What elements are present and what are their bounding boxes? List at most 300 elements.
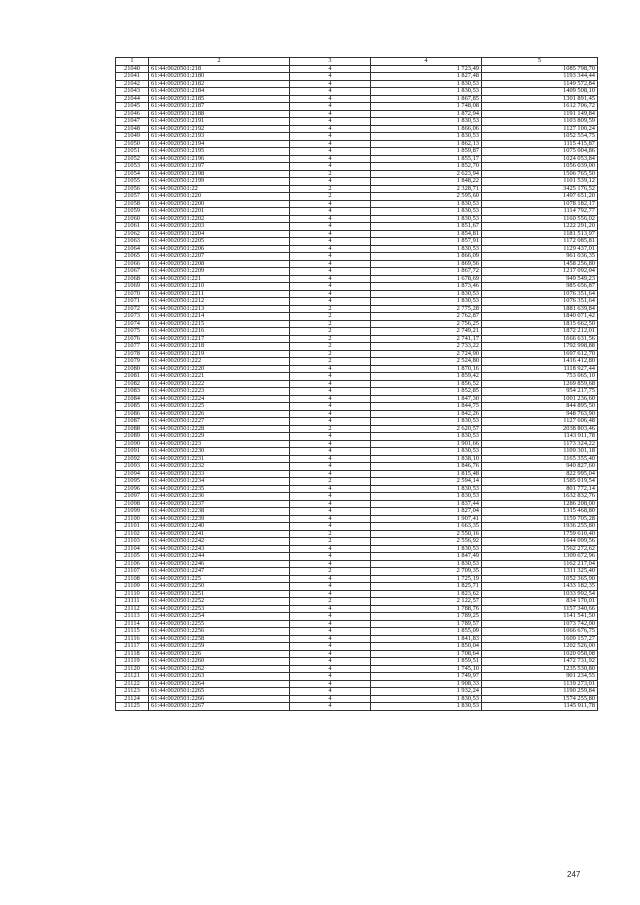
table-cell: 2 [290,538,371,546]
table-row [116,88,598,96]
table-cell: 21119 [116,658,149,666]
table-cell: 21061 [116,223,149,231]
table-row [116,163,598,171]
table-row [116,688,598,696]
table-cell: 1 830,53 [371,418,482,426]
table-cell: 2 122,57 [371,598,482,606]
table-cell: 4 [290,463,371,471]
table-cell: 61:44:0020501:2225 [149,403,290,411]
table-cell: 1 848,22 [371,178,482,186]
table-cell: 4 [290,283,371,291]
table-row [116,545,598,553]
table-cell: 61:44:0020501:2197 [149,163,290,171]
table-cell: 61:44:0020501:2206 [149,245,290,253]
table-cell: 21056 [116,185,149,193]
table-row [116,508,598,516]
table-cell: 21068 [116,275,149,283]
table-row [116,470,598,478]
table-cell: 61:44:0020501:2218 [149,343,290,351]
table-cell: 1 789,25 [371,613,482,621]
table-cell: 4 [290,658,371,666]
table-cell: 4 [290,448,371,456]
table-cell: 61:44:0020501:220 [149,193,290,201]
table-cell: 1433 182,35 [482,583,598,591]
table-cell: 4 [290,440,371,448]
table-cell: 1 847,49 [371,553,482,561]
table-cell: 21114 [116,620,149,628]
table-row [116,628,598,636]
table-cell: 4 [290,208,371,216]
table-cell: 1127 606,48 [482,418,598,426]
table-cell: 21089 [116,433,149,441]
table-cell: 4 [290,373,371,381]
table-cell: 21117 [116,643,149,651]
table-cell: 61:44:0020501:2262 [149,665,290,673]
table-cell: 2 [290,350,371,358]
table-cell: 1145 911,78 [482,703,598,711]
table-cell: 61:44:0020501:2255 [149,620,290,628]
table-row [116,238,598,246]
table-row [116,73,598,81]
table-cell: 61:44:0020501:226 [149,650,290,658]
table-cell: 1 867,85 [371,95,482,103]
table-cell: 4 [290,620,371,628]
table-cell: 1612 706,72 [482,103,598,111]
table-cell: 2 [290,425,371,433]
table-cell: 1 815,48 [371,470,482,478]
table-cell: 61:44:0020501:2254 [149,613,290,621]
table-row [116,200,598,208]
table-cell: 21096 [116,485,149,493]
table-cell: 4 [290,635,371,643]
table-cell: 2 [290,328,371,336]
table-cell: 4 [290,73,371,81]
table-cell: 61:44:0020501:2229 [149,433,290,441]
table-cell: 4 [290,395,371,403]
table-cell: 1872 212,01 [482,328,598,336]
table-cell: 4 [290,643,371,651]
table-row [116,178,598,186]
table-cell: 1 663,35 [371,523,482,531]
table-cell: 61:44:0020501:2243 [149,545,290,553]
table-cell: 1 866,06 [371,125,482,133]
table-cell: 4 [290,665,371,673]
table-cell: 1562 272,62 [482,545,598,553]
table-cell: 21051 [116,148,149,156]
table-cell: 4 [290,103,371,111]
table-cell: 1609 157,27 [482,635,598,643]
table-cell: 1162 217,04 [482,560,598,568]
page-number: 247 [567,870,581,879]
table-row [116,223,598,231]
table-cell: 4 [290,613,371,621]
table-row [116,403,598,411]
table-cell: 21043 [116,88,149,96]
table-cell: 4 [290,515,371,523]
table-cell: 61:44:0020501:2238 [149,508,290,516]
table-cell: 4 [290,88,371,96]
table-cell: 61:44:0020501:223 [149,440,290,448]
table-cell: 1269 859,68 [482,380,598,388]
table-cell: 1 907,41 [371,515,482,523]
table-row [116,455,598,463]
table-cell: 61:44:0020501:2251 [149,590,290,598]
table-cell: 61:44:0020501:22 [149,185,290,193]
table-cell: 61:44:0020501:2212 [149,298,290,306]
table-cell: 1 823,62 [371,590,482,598]
table-cell: 4 [290,95,371,103]
table-row [116,215,598,223]
table-cell: 2 620,57 [371,425,482,433]
table-cell: 4 [290,178,371,186]
table-cell: 1143 911,78 [482,433,598,441]
table-cell: 4 [290,65,371,73]
table-row [116,620,598,628]
table-row [116,530,598,538]
table-row [116,133,598,141]
table-cell: 1056 039,00 [482,163,598,171]
table-row [116,680,598,688]
table-cell: 21081 [116,373,149,381]
table-cell: 21112 [116,605,149,613]
table-cell: 1 830,53 [371,290,482,298]
table-cell: 1 825,71 [371,583,482,591]
table-cell: 1315 468,80 [482,508,598,516]
table-row [116,643,598,651]
table-cell: 1235 530,80 [482,665,598,673]
table-cell: 61:44:0020501:2216 [149,328,290,336]
table-cell: 61:44:0020501:2230 [149,448,290,456]
table-cell: 4 [290,245,371,253]
table-cell: 21055 [116,178,149,186]
table-cell: 61:44:0020501:2209 [149,268,290,276]
table-cell: 1129 437,01 [482,245,598,253]
table-row [116,298,598,306]
table-row [116,365,598,373]
table-cell: 4 [290,148,371,156]
table-cell: 1 830,53 [371,560,482,568]
table-cell: 61:44:0020501:2192 [149,125,290,133]
table-cell: 834 170,01 [482,598,598,606]
table-cell: 21098 [116,500,149,508]
table-cell: 4 [290,508,371,516]
table-cell: 2 709,35 [371,568,482,576]
table-cell: 2 595,60 [371,193,482,201]
table-cell: 61:44:0020501:2203 [149,223,290,231]
table-cell: 1 856,52 [371,380,482,388]
table-cell: 1052 554,75 [482,133,598,141]
table-cell: 1 830,53 [371,433,482,441]
table-cell: 21090 [116,440,149,448]
table-row [116,230,598,238]
table-cell: 21088 [116,425,149,433]
column-header: 1 [116,58,149,66]
table-cell: 4 [290,275,371,283]
table-row [116,65,598,73]
table-cell: 2 741,17 [371,335,482,343]
table-cell: 954 217,75 [482,388,598,396]
table-row [116,598,598,606]
table-cell: 1217 092,04 [482,268,598,276]
table-cell: 1139 273,01 [482,680,598,688]
table-cell: 4 [290,553,371,561]
table-cell: 4 [290,485,371,493]
table-row [116,575,598,583]
table-cell: 1202 526,00 [482,643,598,651]
table-cell: 21091 [116,448,149,456]
table-cell: 61:44:0020501:2235 [149,485,290,493]
table-cell: 61:44:0020501:2202 [149,215,290,223]
table-cell: 1936 255,80 [482,523,598,531]
table-cell: 21083 [116,388,149,396]
table-cell: 801 772,14 [482,485,598,493]
table-cell: 4 [290,125,371,133]
table-row [116,418,598,426]
table-cell: 21118 [116,650,149,658]
table-cell: 1165 355,40 [482,455,598,463]
table-row [116,553,598,561]
table-cell: 61:44:0020501:2195 [149,148,290,156]
table-cell: 61:44:0020501:2222 [149,380,290,388]
table-cell: 61:44:0020501:2210 [149,283,290,291]
table-row [116,290,598,298]
table-cell: 21121 [116,673,149,681]
table-cell: 1 830,53 [371,545,482,553]
table-row [116,260,598,268]
table-cell: 21050 [116,140,149,148]
table-cell: 21070 [116,290,149,298]
table-cell: 1 830,53 [371,133,482,141]
table-cell: 1840 071,42 [482,313,598,321]
table-cell: 61:44:0020501:2231 [149,455,290,463]
table-cell: 21094 [116,470,149,478]
table-cell: 1 745,10 [371,665,482,673]
table-cell: 1792 998,88 [482,343,598,351]
table-row [116,185,598,193]
table-cell: 4 [290,433,371,441]
table-cell: 21040 [116,65,149,73]
table-row [116,463,598,471]
table-cell: 21109 [116,583,149,591]
table-cell: 21042 [116,80,149,88]
table-cell: 961 036,35 [482,253,598,261]
table-cell: 21116 [116,635,149,643]
table-cell: 1149 572,84 [482,80,598,88]
table-row [116,493,598,501]
table-cell: 1 859,42 [371,373,482,381]
table-cell: 1666 631,56 [482,335,598,343]
table-row [116,283,598,291]
table-cell: 61:44:0020501:2199 [149,178,290,186]
table-cell: 1076 351,64 [482,290,598,298]
table-cell: 21125 [116,703,149,711]
table-cell: 4 [290,268,371,276]
table-cell: 21095 [116,478,149,486]
table-cell: 1574 255,80 [482,695,598,703]
table-cell: 61:44:0020501:2182 [149,80,290,88]
table-cell: 1301 891,45 [482,95,598,103]
table-cell: 21044 [116,95,149,103]
column-header: 2 [149,58,290,66]
table-cell: 1 789,57 [371,620,482,628]
table-cell: 4 [290,133,371,141]
table-cell: 4 [290,118,371,126]
table-cell: 1 862,13 [371,140,482,148]
table-cell: 1311 325,40 [482,568,598,576]
table-cell: 1 901,66 [371,440,482,448]
table-cell: 1 908,33 [371,680,482,688]
table-row [116,695,598,703]
table-row [116,605,598,613]
table-cell: 1078 182,17 [482,200,598,208]
table-cell: 61:44:0020501:2233 [149,470,290,478]
table-cell: 61:44:0020501:2208 [149,260,290,268]
table-cell: 4 [290,560,371,568]
table-cell: 21092 [116,455,149,463]
table-cell: 1 723,49 [371,65,482,73]
table-cell: 21079 [116,358,149,366]
table-cell: 4 [290,163,371,171]
table-cell: 4 [290,223,371,231]
table-row [116,650,598,658]
table-cell: 4 [290,545,371,553]
table-row [116,388,598,396]
column-header: 5 [482,58,598,66]
table-row [116,140,598,148]
table-cell: 1 859,51 [371,658,482,666]
table-cell: 2 328,71 [371,185,482,193]
table-row [116,335,598,343]
table-cell: 21093 [116,463,149,471]
table-cell: 2 623,94 [371,170,482,178]
table-row [116,380,598,388]
table-cell: 1286 208,00 [482,500,598,508]
table-cell: 1506 765,50 [482,170,598,178]
table-cell: 4 [290,418,371,426]
table-cell: 21100 [116,515,149,523]
table-cell: 21077 [116,343,149,351]
table-cell: 61:44:0020501:225 [149,575,290,583]
table-row [116,253,598,261]
table-cell: 21057 [116,193,149,201]
table-cell: 1 873,46 [371,283,482,291]
table-cell: 1024 053,84 [482,155,598,163]
table-cell: 21049 [116,133,149,141]
table-cell: 1 842,26 [371,410,482,418]
table-row [116,170,598,178]
table-cell: 21047 [116,118,149,126]
table-row [116,478,598,486]
table-cell: 21075 [116,328,149,336]
table-cell: 4 [290,80,371,88]
table-row [116,80,598,88]
table-cell: 21103 [116,538,149,546]
table-cell: 61:44:0020501:2260 [149,658,290,666]
table-cell: 1103 809,59 [482,118,598,126]
table-cell: 2 [290,320,371,328]
table-cell: 61:44:0020501:2198 [149,170,290,178]
table-cell: 4 [290,253,371,261]
table-cell: 4 [290,500,371,508]
table-cell: 1020 058,08 [482,650,598,658]
table-cell: 61:44:0020501:221 [149,275,290,283]
table-cell: 1 847,30 [371,395,482,403]
table-cell: 61:44:0020501:2267 [149,703,290,711]
table-cell: 61:44:0020501:2250 [149,583,290,591]
table-cell: 4 [290,298,371,306]
table-cell: 1109 301,18 [482,448,598,456]
table-cell: 1127 100,24 [482,125,598,133]
table-cell: 21099 [116,508,149,516]
table-cell: 61:44:0020501:2204 [149,230,290,238]
table-cell: 1 830,53 [371,448,482,456]
table-cell: 2 [290,598,371,606]
table-cell: 21110 [116,590,149,598]
table-cell: 4 [290,455,371,463]
table-cell: 1 830,53 [371,485,482,493]
table-cell: 1815 662,50 [482,320,598,328]
table-row [116,193,598,201]
table-cell: 1409 508,10 [482,88,598,96]
table-cell: 61:44:0020501:2247 [149,568,290,576]
table-cell: 1 846,76 [371,463,482,471]
table-row [116,568,598,576]
table-cell: 1 749,97 [371,673,482,681]
table-cell: 2038 803,46 [482,425,598,433]
table-cell: 1085 798,70 [482,65,598,73]
table-cell: 61:44:0020501:2223 [149,388,290,396]
table-cell: 2 [290,193,371,201]
table-cell: 21046 [116,110,149,118]
table-cell: 61:44:0020501:2263 [149,673,290,681]
table-cell: 61:44:0020501:2191 [149,118,290,126]
table-cell: 2 762,87 [371,313,482,321]
table-cell: 4 [290,470,371,478]
table-row [116,523,598,531]
table-row [116,448,598,456]
table-cell: 4 [290,680,371,688]
table-cell: 1181 513,97 [482,230,598,238]
table-cell: 21069 [116,283,149,291]
table-cell: 1 932,24 [371,688,482,696]
table-cell: 1 867,72 [371,268,482,276]
table-cell: 61:44:0020501:2220 [149,365,290,373]
table-cell: 948 763,90 [482,410,598,418]
table-cell: 2 [290,185,371,193]
table-cell: 61:44:0020501:2264 [149,680,290,688]
table-cell: 1458 256,80 [482,260,598,268]
table-cell: 1160 556,02 [482,215,598,223]
table-cell: 61:44:0020501:2266 [149,695,290,703]
table-cell: 1157 340,66 [482,605,598,613]
table-cell: 1759 610,40 [482,530,598,538]
table-cell: 1585 019,54 [482,478,598,486]
table-cell: 21111 [116,598,149,606]
data-table [115,57,598,711]
table-cell: 1 855,09 [371,628,482,636]
table-cell: 1 859,87 [371,148,482,156]
table-cell: 21086 [116,410,149,418]
table-cell: 61:44:0020501:2234 [149,478,290,486]
table-cell: 21078 [116,350,149,358]
table-cell: 2 [290,530,371,538]
table-cell: 1075 004,86 [482,148,598,156]
table-cell: 2 [290,358,371,366]
table-row [116,613,598,621]
table-cell: 1118 927,44 [482,365,598,373]
table-cell: 844 895,50 [482,403,598,411]
table-cell: 61:44:0020501:2252 [149,598,290,606]
